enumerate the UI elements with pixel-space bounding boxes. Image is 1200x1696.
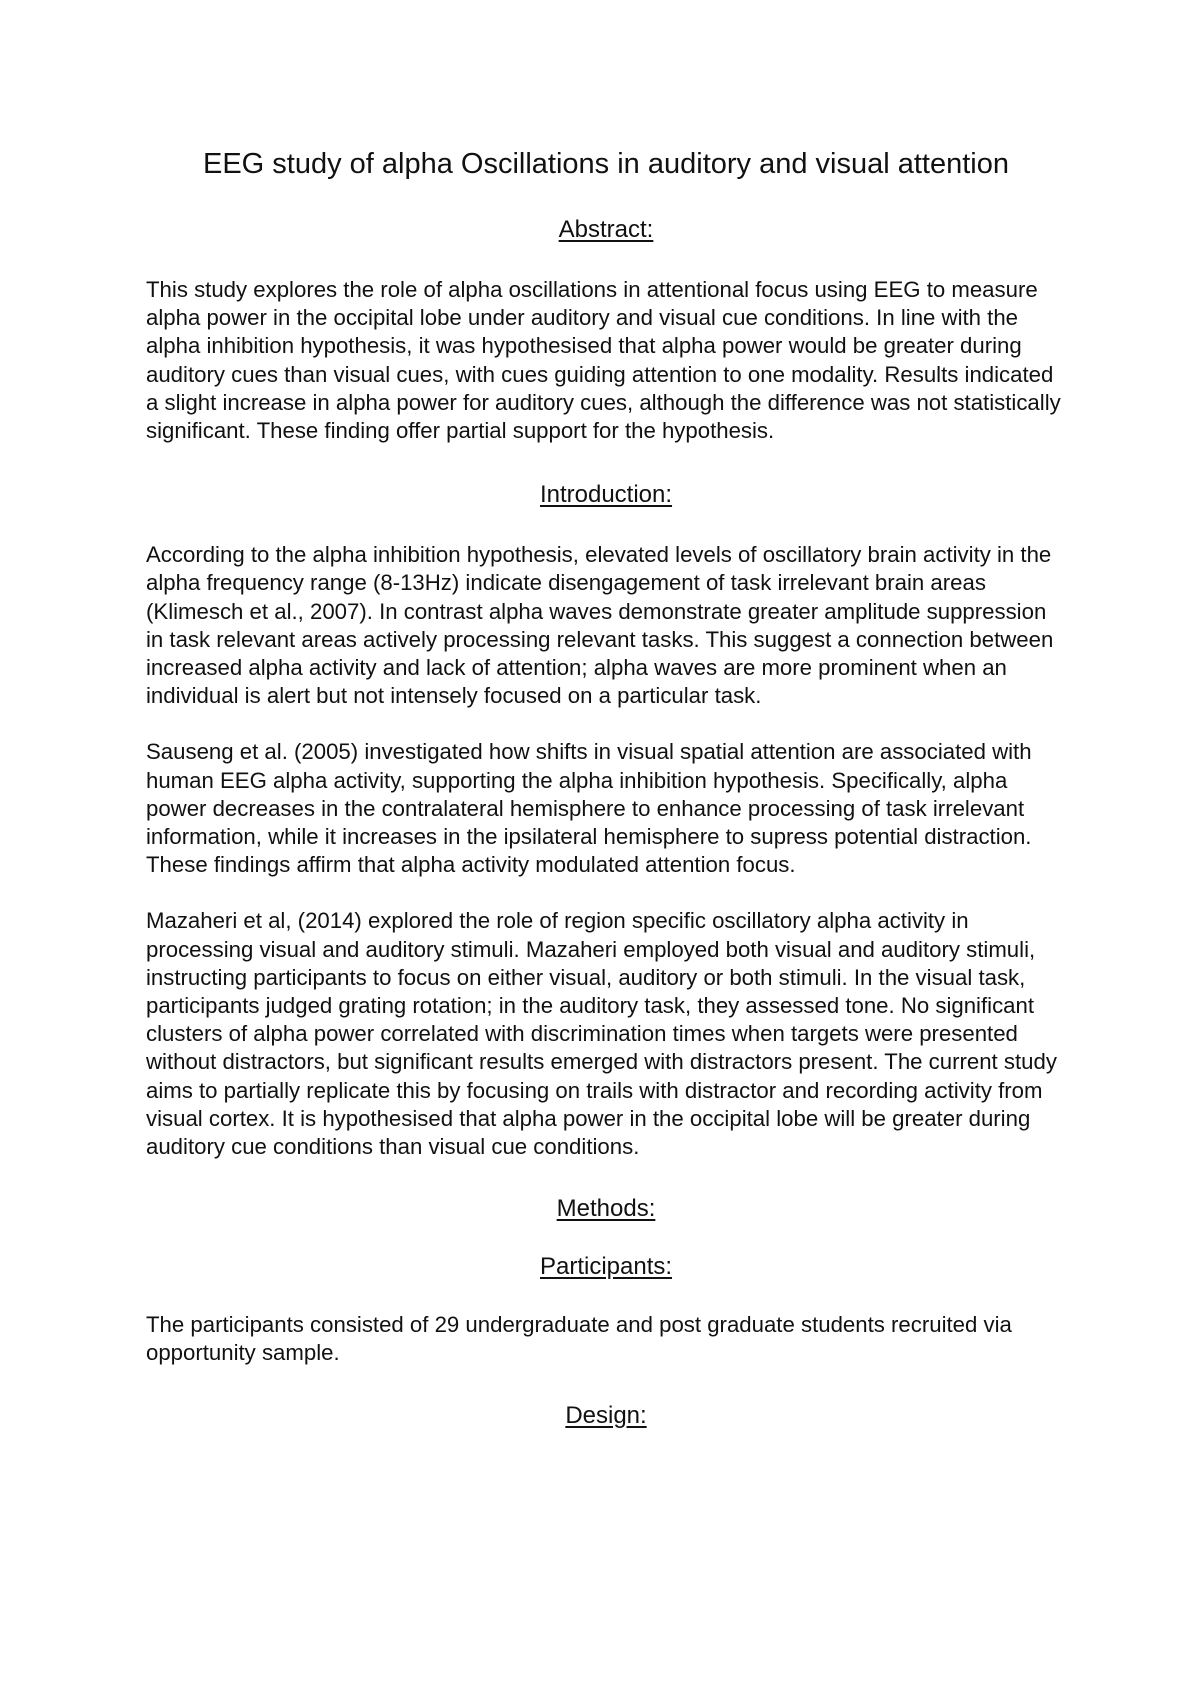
introduction-paragraph: Sauseng et al. (2005) investigated how shifts in visual spatial attention are associated with human EEG alpha activity, supporting the alpha inhibition hypothesis. Specifically, alpha power decreases in the contralateral hemisphere to enhance processing of task irrelevant information, while it increases in the ipsilateral hemisphere to supress potential distraction. These findings affirm that alpha activity modulated attention focus. <box>146 739 1032 878</box>
document-title: EEG study of alpha Oscillations in auditory and visual attention <box>202 148 1009 180</box>
introduction-paragraph: Mazaheri et al, (2014) explored the role of region specific oscillatory alpha activity in processing visual and auditory stimuli. Mazaheri employed both visual and auditory stimuli, instructing participants to focus on either visual, auditory or both stimuli. In the visual task, participants judged grating rotation; in the auditory task, they assessed tone. No significant clusters of alpha power correlated with discrimination times when targets were presented without distractors, but significant results emerged with distractors present. The current study aims to partially replicate this by focusing on trails with distractor and recording activity from visual cortex. It is hypothesised that alpha power in the occipital lobe will be greater during auditory cue conditions than visual cue conditions. <box>146 908 1057 1160</box>
design-heading: Design: <box>565 1401 647 1429</box>
abstract-paragraph: This study explores the role of alpha oscillations in attentional focus using EEG to measure alpha power in the occipital lobe under auditory and visual cue conditions. In line with the alpha inhibition hypothesis, it was hypothesised that alpha power would be greater during auditory cues than visual cues, with cues guiding attention to one modality. Results indicated a slight increase in alpha power for auditory cues, although the difference was not statistically significant. These finding offer partial support for the hypothesis. <box>146 277 1061 444</box>
abstract-heading: Abstract: <box>558 216 654 243</box>
participants-paragraph: The participants consisted of 29 undergraduate and post graduate students recruited via opportunity sample. <box>146 1312 1012 1366</box>
document-page <box>146 144 1066 1431</box>
introduction-heading: Introduction: <box>539 481 673 509</box>
methods-heading: Methods: <box>556 1195 656 1223</box>
introduction-paragraph: According to the alpha inhibition hypothesis, elevated levels of oscillatory brain activity in the alpha frequency range (8-13Hz) indicate disengagement of task irrelevant brain areas (Klimesch et al., 2007). In contrast alpha waves demonstrate greater amplitude suppression in task relevant areas actively processing relevant tasks. This suggest a connection between increased alpha activity and lack of attention; alpha waves are more prominent when an individual is alert but not intensely focused on a particular task. <box>146 542 1054 709</box>
participants-heading: Participants: <box>539 1253 673 1281</box>
